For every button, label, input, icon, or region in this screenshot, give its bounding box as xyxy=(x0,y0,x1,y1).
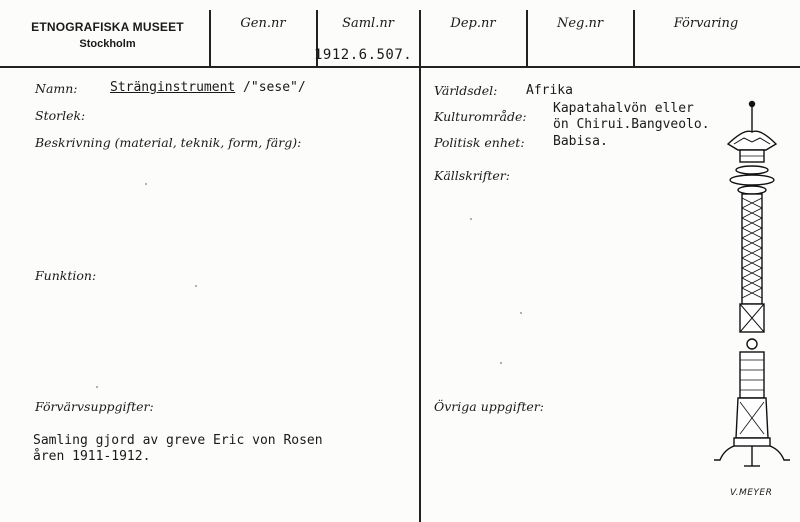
museum-city: Stockholm xyxy=(79,38,136,50)
forvarv-value: Samling gjord av greve Eric von Rosen åren 1911-1912. xyxy=(33,433,323,464)
kulturomrade-value: Kapatahalvön eller ön Chirui.Bangveolo. xyxy=(553,101,710,132)
header-divider-5 xyxy=(633,10,635,66)
paper-speck xyxy=(520,312,522,314)
paper-speck xyxy=(145,183,147,185)
ovriga-label: Övriga uppgifter: xyxy=(434,399,544,414)
varldsdel-value: Afrika xyxy=(526,83,573,98)
col-neg-nr: Neg.nr xyxy=(556,16,604,31)
paper-speck xyxy=(195,285,197,287)
col-forvaring: Förvaring xyxy=(673,16,739,31)
paper-speck xyxy=(470,218,472,220)
museum-name: ETNOGRAFISKA MUSEET xyxy=(31,20,184,34)
paper-speck xyxy=(500,362,502,364)
stringed-instrument-drawing xyxy=(700,98,790,478)
kallskrifter-label: Källskrifter: xyxy=(434,168,510,183)
col-gen-nr: Gen.nr xyxy=(240,16,286,31)
politisk-label: Politisk enhet: xyxy=(434,135,525,150)
paper-speck xyxy=(96,386,98,388)
namn-value-alt: /"sese"/ xyxy=(235,80,306,95)
storlek-label: Storlek: xyxy=(35,108,86,123)
beskrivning-label: Beskrivning (material, teknik, form, färg): xyxy=(35,135,302,150)
namn-value xyxy=(110,80,306,96)
namn-value-main: Stränginstrument xyxy=(110,80,236,95)
header-rule xyxy=(0,66,800,68)
namn-label: Namn: xyxy=(35,81,78,96)
col-dep-nr: Dep.nr xyxy=(450,16,496,31)
illustrator-signature: V.MEYER xyxy=(730,488,773,498)
saml-nr-value: 1912.6.507. xyxy=(314,47,413,63)
kulturomrade-label: Kulturområde: xyxy=(434,109,527,124)
varldsdel-label: Världsdel: xyxy=(434,83,498,98)
forvarv-label: Förvärvsuppgifter: xyxy=(35,399,154,414)
center-divider xyxy=(419,10,421,522)
politisk-value: Babisa. xyxy=(553,134,608,149)
col-saml-nr: Saml.nr xyxy=(342,16,394,31)
funktion-label: Funktion: xyxy=(35,268,97,283)
header-divider-1 xyxy=(209,10,211,66)
